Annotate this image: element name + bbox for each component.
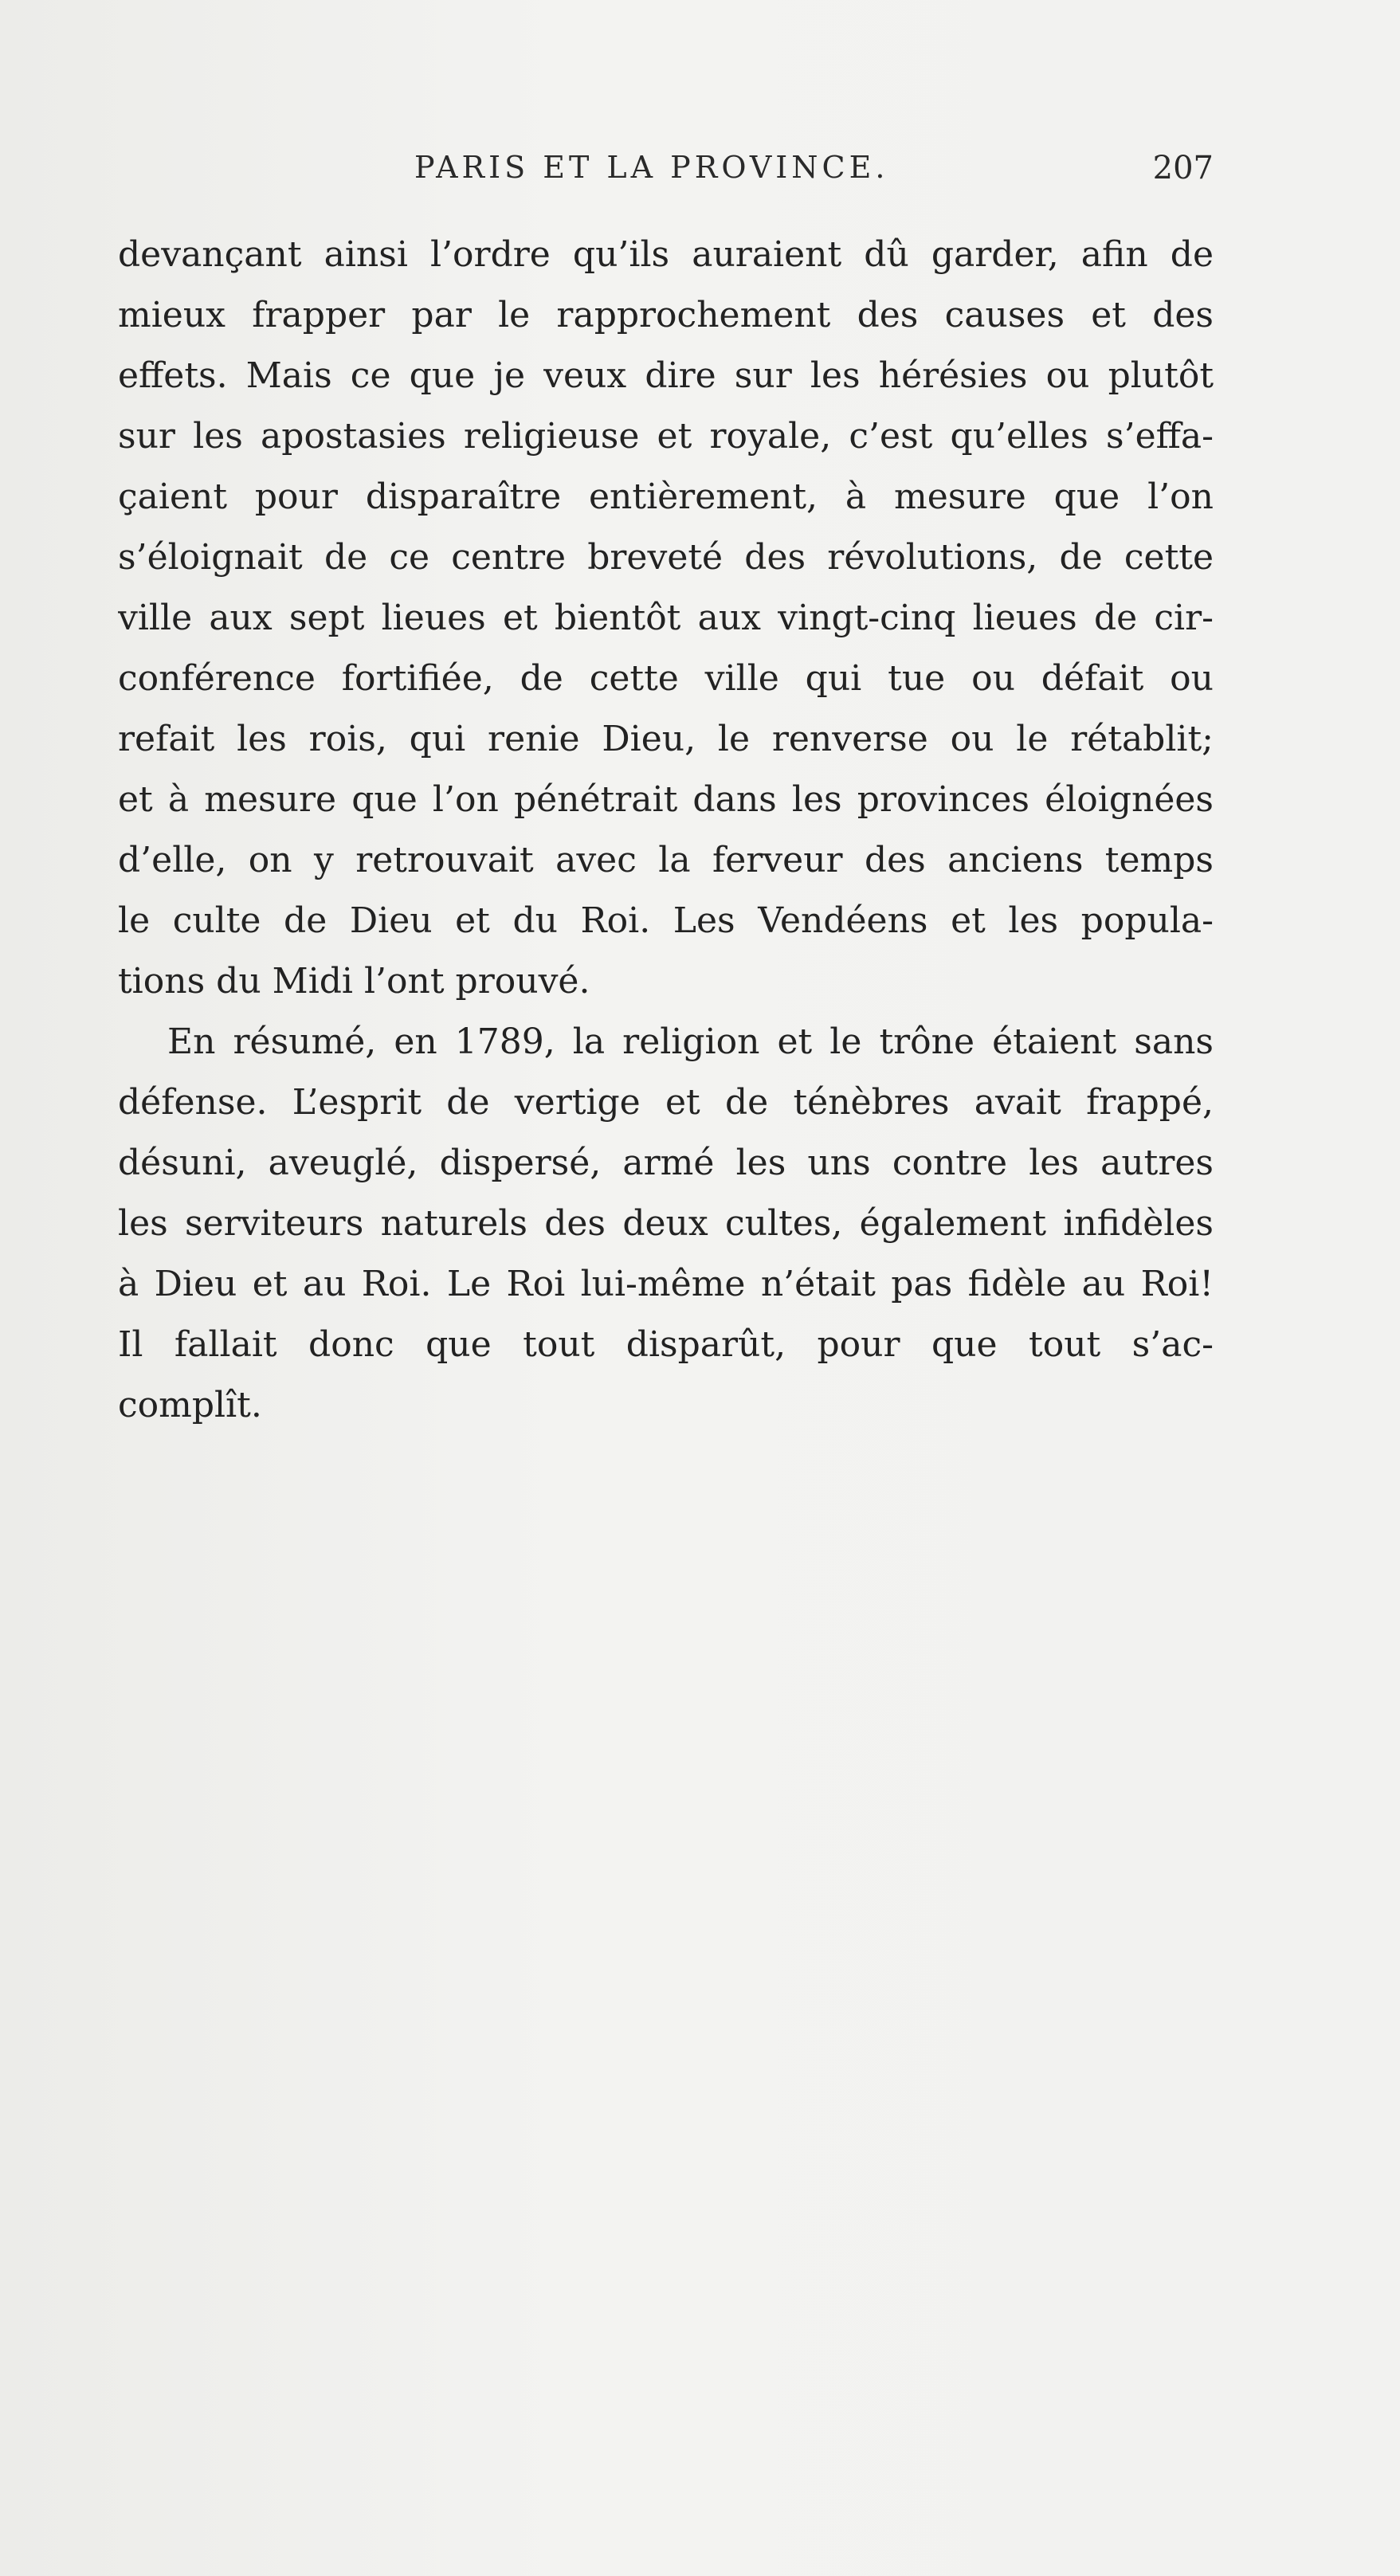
text-line: çaient pour disparaître entièrement, à mesure que l’on [118,476,1214,517]
text-line: Il fallait donc que tout disparût, pour que tout s’ac- [118,1324,1214,1365]
running-title: PARIS ET LA PROVINCE. [414,150,889,185]
text-line: d’elle, on y retrouvait avec la ferveur des anciens temps [118,840,1214,880]
text-line: complît. [118,1385,262,1425]
text-line: les serviteurs naturels des deux cultes, également infidèles [118,1203,1214,1244]
text-line: En résumé, en 1789, la religion et le trône étaient sans [167,1021,1214,1062]
text-line: et à mesure que l’on pénétrait dans les provinces éloignées [118,779,1214,820]
text-line: le culte de Dieu et du Roi. Les Vendéens et les popula- [118,900,1214,941]
text-line: effets. Mais ce que je veux dire sur les hérésies ou plutôt [118,355,1214,396]
text-line: à Dieu et au Roi. Le Roi lui-même n’était pas fidèle au Roi! [118,1264,1214,1304]
text-line: ville aux sept lieues et bientôt aux vingt-cinq lieues de cir- [118,598,1214,638]
text-line: conférence fortifiée, de cette ville qui tue ou défait ou [118,658,1214,699]
page-number: 207 [1152,150,1214,186]
page-header [118,150,1214,198]
text-line: sur les apostasies religieuse et royale, c’est qu’elles s’effa- [118,416,1214,457]
text-line: devançant ainsi l’ordre qu’ils auraient dû garder, afin de [118,234,1214,275]
text-line: tions du Midi l’ont prouvé. [118,961,590,1002]
text-line: refait les rois, qui renie Dieu, le renverse ou le rétablit; [118,719,1214,759]
text-line: s’éloignait de ce centre breveté des révolutions, de cette [118,537,1214,578]
paragraph-1 [118,225,1214,1012]
text-line: désuni, aveuglé, dispersé, armé les uns contre les autres [118,1143,1214,1183]
text-line: défense. L’esprit de vertige et de ténèbres avait frappé, [118,1082,1214,1123]
body-text [118,225,1214,1436]
text-line: mieux frapper par le rapprochement des causes et des [118,295,1214,335]
paragraph-2 [118,1012,1214,1436]
